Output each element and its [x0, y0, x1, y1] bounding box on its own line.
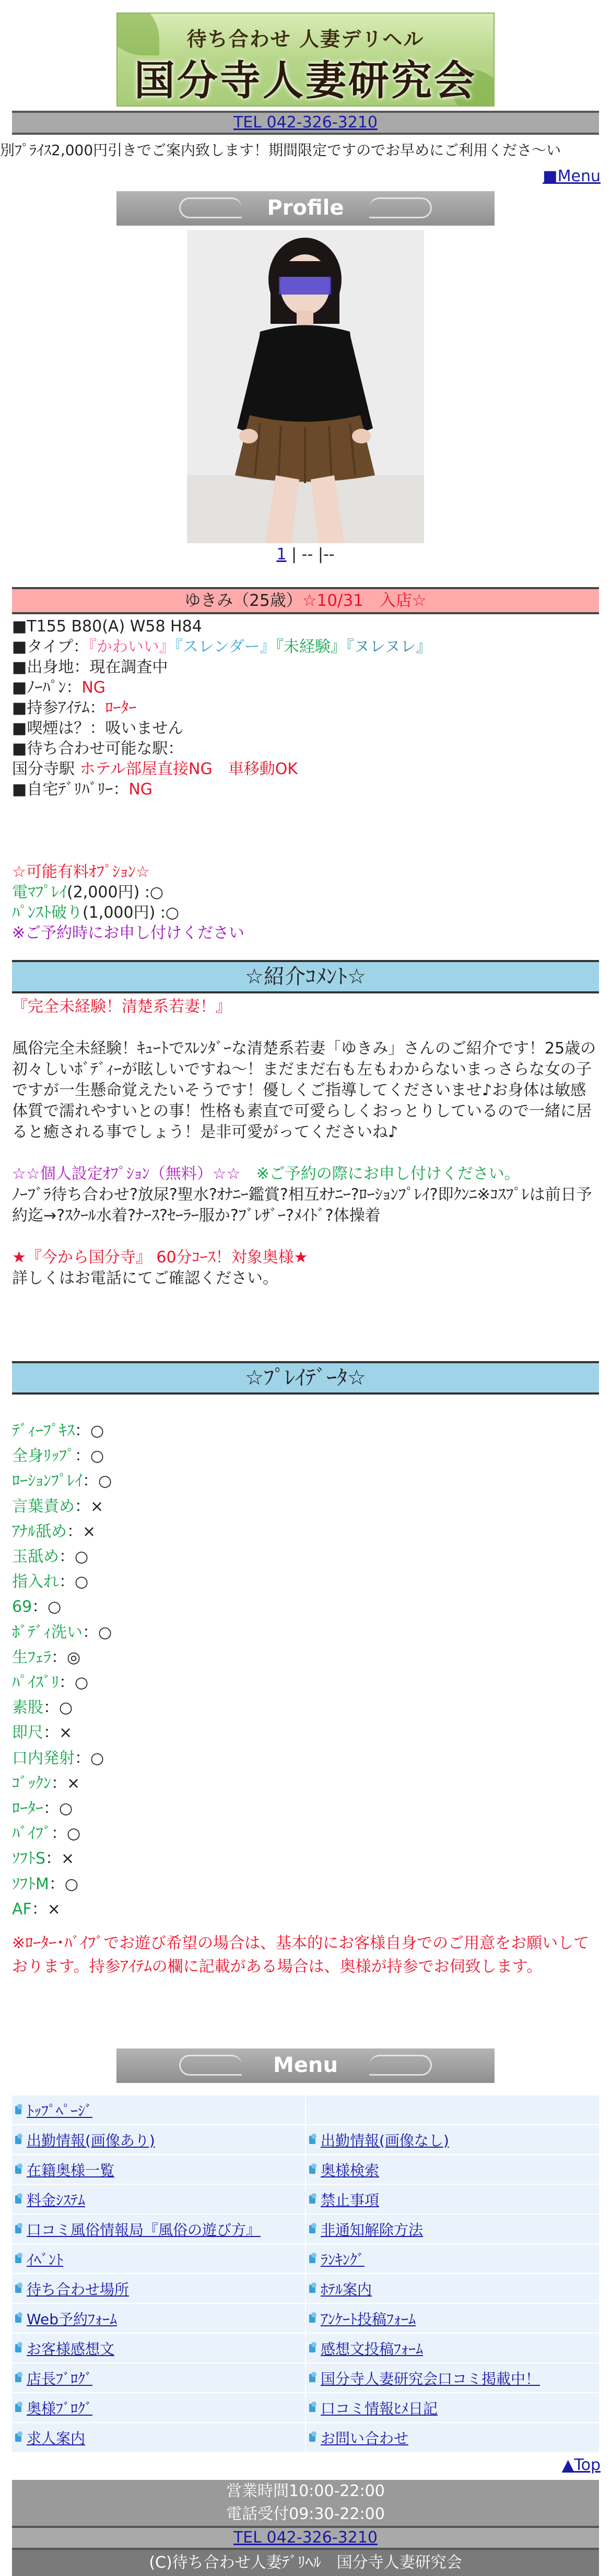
play-data-item	[12, 1620, 599, 1645]
menu-link[interactable]: 待ち合わせ場所	[27, 2280, 130, 2298]
menu-header	[116, 2048, 495, 2083]
menu-bullet-icon	[309, 2165, 315, 2174]
play-item-value: ：○	[51, 1824, 81, 1843]
play-data-list	[12, 1419, 599, 1922]
logo-title: 国分寺人妻研究会	[134, 57, 477, 104]
play-item-value: ：○	[83, 1623, 112, 1642]
menu-link[interactable]: ﾗﾝｷﾝｸﾞ	[321, 2251, 365, 2268]
play-item-name: ｿﾌﾄS	[12, 1849, 46, 1868]
menu-link[interactable]: お客様感想文	[27, 2340, 115, 2358]
pager-rest: | -- |--	[291, 545, 335, 564]
menu-link[interactable]: 奥様検索	[321, 2161, 380, 2179]
campaign: ★『今から国分寺』 60分ｺｰｽ！対象奥様★	[12, 1248, 308, 1267]
menu-bullet-icon	[15, 2195, 21, 2204]
play-item-name: ﾛｰﾀｰ	[12, 1799, 43, 1818]
option-name: 電ﾏﾌﾟﾚｲ	[12, 883, 67, 901]
play-data-item	[12, 1821, 599, 1846]
option-price: (1,000円) :○	[83, 904, 180, 922]
play-item-value: ：○	[75, 1422, 104, 1440]
play-data-header: ☆ﾌﾟﾚｲﾃﾞｰﾀ☆	[12, 1361, 599, 1395]
meet-ng: ホテル部屋直接NG 車移動OK	[79, 760, 298, 778]
play-item-name: 素股	[12, 1699, 43, 1717]
type-wet: 『ヌレヌレ』	[346, 638, 432, 656]
play-item-value: ：×	[45, 1849, 75, 1868]
play-item-name: 69	[12, 1598, 32, 1617]
play-data-item	[12, 1469, 599, 1494]
menu-bullet-icon	[15, 2225, 21, 2233]
play-item-value: ：×	[75, 1497, 104, 1516]
menu-bullet-icon	[309, 2255, 315, 2263]
menu-cell	[306, 2125, 599, 2154]
option-name: ﾊﾟﾝｽﾄ破り	[12, 904, 83, 922]
play-item-value: ：○	[49, 1875, 79, 1893]
free-options-row	[12, 1164, 599, 1185]
menu-title: Menu	[273, 2053, 338, 2077]
menu-anchor-link[interactable]: ■Menu	[543, 167, 601, 185]
play-item-value: ：○	[59, 1673, 89, 1692]
meet-station: 国分寺駅	[12, 760, 75, 778]
menu-row	[12, 2363, 599, 2392]
play-data-item	[12, 1746, 599, 1771]
play-item-name: 口内発射	[12, 1749, 75, 1767]
tel-bar-bottom	[12, 2526, 599, 2550]
menu-cell	[306, 2393, 599, 2422]
play-data-item	[12, 1670, 599, 1695]
intro-body: 風俗完全未経験！ｷｭｰﾄでｽﾚﾝﾀﾞｰな清楚系若妻「ゆきみ」さんのご紹介です！25歳の初々しいﾎﾞﾃﾞｨｰが眩しいですね〜！まだまだ右も左もわからないまっさらな女の子ですが一生懸命覚えたいそうです！優しくご指導してくださいませ♪お身体は敏感体質で濡れやすいとの事！性格も素直で可愛らしくおっとりしているので一緒に居ると癒される事でしょう！是非可愛がってくださいね♪	[12, 1039, 596, 1141]
play-item-value: ：×	[67, 1522, 96, 1541]
profile-title: Profile	[267, 196, 344, 220]
menu-row	[12, 2155, 599, 2184]
play-item-name: 指入れ	[12, 1573, 59, 1591]
type-slender: 『スレンダー』	[174, 638, 276, 656]
play-data-item	[12, 1595, 599, 1620]
menu-grid	[12, 2095, 599, 2453]
menu-link[interactable]: 口コミ情報ﾋﾒ日記	[321, 2399, 438, 2417]
menu-link[interactable]: 料金ｼｽﾃﾑ	[27, 2191, 86, 2209]
menu-cell	[12, 2363, 305, 2392]
menu-row	[12, 2423, 599, 2452]
play-data-item	[12, 1771, 599, 1796]
menu-link[interactable]: 求人案内	[27, 2429, 86, 2447]
menu-row	[12, 2304, 599, 2333]
menu-cell	[306, 2095, 599, 2124]
options-note: ※ご予約時にお申し付けください	[12, 924, 245, 942]
photo-page-link[interactable]: 1	[276, 545, 287, 564]
menu-row	[12, 2334, 599, 2362]
profile-details	[12, 616, 599, 800]
menu-cell	[306, 2274, 599, 2303]
menu-row	[12, 2393, 599, 2422]
item-label: ■持参ｱｲﾃﾑ：	[12, 699, 105, 717]
tel-link[interactable]: TEL 042-326-3210	[233, 113, 378, 132]
play-item-value: ：○	[83, 1472, 112, 1491]
menu-link[interactable]: 非通知解除方法	[321, 2221, 424, 2239]
play-item-value: ：◎	[51, 1648, 81, 1667]
menu-bullet-icon	[15, 2314, 21, 2323]
home-label: ■自宅ﾃﾞﾘﾊﾞﾘｰ：	[12, 780, 129, 799]
menu-bullet-icon	[309, 2195, 315, 2204]
play-data-item	[12, 1695, 599, 1720]
play-item-value: ：×	[43, 1724, 73, 1742]
play-item-name: 即尺	[12, 1724, 43, 1742]
play-data-item	[12, 1846, 599, 1871]
menu-cell	[306, 2185, 599, 2214]
menu-bullet-icon	[15, 2344, 21, 2352]
menu-link[interactable]: 禁止事項	[321, 2191, 380, 2209]
play-item-name: AF	[12, 1900, 32, 1918]
menu-link[interactable]: 店長ﾌﾞﾛｸﾞ	[27, 2370, 93, 2387]
home-row	[12, 779, 599, 800]
play-data-item	[12, 1796, 599, 1821]
site-logo[interactable]	[116, 13, 495, 107]
nopan-row	[12, 677, 599, 698]
menu-cell	[306, 2423, 599, 2452]
play-data-item	[12, 1444, 599, 1469]
birthplace: ■出身地：現在調査中	[12, 658, 168, 676]
play-item-value: ：○	[75, 1749, 104, 1767]
menu-link[interactable]: 口コミ風俗情報局『風俗の遊び方』	[27, 2221, 261, 2239]
play-data-item	[12, 1570, 599, 1595]
intro-headline: 『完全未経験！清楚系若妻！』	[12, 998, 231, 1016]
item-row	[12, 698, 599, 718]
play-item-name: 生ﾌｪﾗ	[12, 1648, 51, 1667]
option-item	[12, 882, 599, 903]
nopan-label: ■ﾉｰﾊﾟﾝ：	[12, 678, 82, 697]
play-item-value: ：○	[43, 1799, 73, 1818]
menu-cell	[12, 2095, 305, 2124]
menu-bullet-icon	[309, 2404, 315, 2412]
play-item-value: ：○	[59, 1573, 89, 1591]
menu-link[interactable]: Web予約ﾌｫｰﾑ	[27, 2310, 118, 2328]
play-item-name: ﾃﾞｨｰﾌﾟｷｽ	[12, 1422, 75, 1440]
play-item-name: ｱﾅﾙ舐め	[12, 1522, 67, 1541]
play-item-name: ｿﾌﾄM	[12, 1875, 49, 1893]
profile-name-age: ゆきみ（25歳）	[184, 591, 302, 610]
menu-bullet-icon	[309, 2136, 315, 2144]
intro-header: ☆紹介ｺﾒﾝﾄ☆	[12, 960, 599, 993]
play-data-item	[12, 1872, 599, 1897]
type-row	[12, 637, 599, 657]
body-size: ■T155 B80(A) W58 H84	[12, 617, 202, 636]
play-data-note: ※ﾛｰﾀｰ･ﾊﾞｲﾌﾞでお遊び希望の場合は、基本的にお客様自身でのご用意をお願いしております。持参ｱｲﾃﾑの欄に記載がある場合は、奥様が持参でお伺致します。	[12, 1934, 590, 1976]
menu-cell	[12, 2244, 305, 2273]
menu-cell	[306, 2363, 599, 2392]
option-item	[12, 903, 599, 923]
menu-cell	[12, 2334, 305, 2362]
menu-bullet-icon	[309, 2374, 315, 2382]
menu-link[interactable]: ﾎﾃﾙ案内	[321, 2280, 372, 2298]
play-data-item	[12, 1494, 599, 1519]
ornament-icon	[369, 197, 432, 218]
play-item-name: ﾊﾟｲｽﾞﾘ	[12, 1673, 59, 1692]
tel-link-footer[interactable]: TEL 042-326-3210	[233, 2528, 378, 2547]
meet-label: ■待ち合わせ可能な駅：	[12, 740, 184, 758]
play-data-item	[12, 1519, 599, 1544]
ornament-icon	[179, 2055, 242, 2076]
profile-namebar	[12, 587, 599, 614]
intro-section	[12, 997, 599, 1289]
play-item-value: ：○	[75, 1447, 104, 1466]
ornament-icon	[179, 197, 242, 218]
menu-cell	[12, 2274, 305, 2303]
play-item-name: 全身ﾘｯﾌﾟ	[12, 1447, 75, 1466]
menu-bullet-icon	[15, 2136, 21, 2144]
business-hours	[12, 2480, 599, 2527]
menu-cell	[12, 2155, 305, 2184]
menu-link[interactable]: ｱﾝｹｰﾄ投稿ﾌｫｰﾑ	[321, 2310, 416, 2328]
news-marquee: 別ﾌﾟﾗｲｽ2,000円引きでご案内致します！期間限定ですのでお早めにご利用くださ〜い	[0, 142, 561, 159]
meet-row	[12, 759, 599, 779]
option-price: (2,000円) :○	[67, 883, 164, 901]
item-value: ﾛｰﾀｰ	[105, 699, 137, 717]
menu-bullet-icon	[15, 2404, 21, 2412]
nopan-value: NG	[81, 678, 106, 697]
menu-bullet-icon	[15, 2106, 21, 2114]
menu-link[interactable]: ﾄｯﾌﾟﾍﾟｰｼﾞ	[27, 2102, 93, 2120]
menu-bullet-icon	[309, 2433, 315, 2442]
menu-bullet-icon	[15, 2165, 21, 2174]
menu-cell	[12, 2393, 305, 2422]
menu-link[interactable]: 在籍奥様一覧	[27, 2161, 115, 2179]
play-item-value: ：○	[59, 1548, 89, 1566]
hours: 営業時間10:00-22:00	[226, 2482, 385, 2500]
reception-hours: 電話受付09:30-22:00	[226, 2505, 385, 2523]
play-data-item	[12, 1720, 599, 1746]
free-options-body: ﾉｰﾌﾞﾗ待ち合わせ?放尿?聖水?ｵﾅﾆｰ鑑賞?相互ｵﾅﾆｰ?ﾛｰｼｮﾝﾌﾟﾚｲ?即ｸﾝﾆ※ｺｽﾌﾟﾚは前日予約迄→?ｽｸｰﾙ水着?ﾅｰｽ?ｾｰﾗｰ服か?ﾌﾞﾚｻﾞｰ?ﾒｲﾄﾞ?体操着	[12, 1186, 592, 1225]
free-options-title: ☆☆個人設定ｵﾌﾟｼｮﾝ（無料）☆☆	[12, 1165, 241, 1183]
type-label: ■タイプ：	[12, 638, 89, 656]
ornament-icon	[369, 2055, 432, 2076]
menu-bullet-icon	[309, 2314, 315, 2323]
menu-cell	[12, 2304, 305, 2333]
play-data-item	[12, 1419, 599, 1444]
play-item-name: 玉舐め	[12, 1548, 59, 1566]
options-title: ☆可能有料ｵﾌﾟｼｮﾝ☆	[12, 863, 150, 881]
menu-row	[12, 2125, 599, 2154]
menu-link[interactable]: 国分寺人妻研究会口コミ掲載中！	[321, 2370, 540, 2387]
menu-link[interactable]: 奥様ﾌﾞﾛｸﾞ	[27, 2399, 93, 2417]
play-item-name: ｺﾞｯｸﾝ	[12, 1774, 51, 1793]
menu-row	[12, 2095, 599, 2124]
photo-pager	[0, 545, 611, 564]
copyright: (C)待ち合わせ人妻ﾃﾞﾘﾍﾙ 国分寺人妻研究会	[12, 2550, 599, 2576]
menu-cell	[12, 2125, 305, 2154]
play-data-item	[12, 1897, 599, 1922]
join-date: ☆10/31 入店☆	[302, 591, 427, 610]
play-item-name: ﾛｰｼｮﾝﾌﾟﾚｲ	[12, 1472, 83, 1491]
play-data-item	[12, 1645, 599, 1670]
free-options-note: ※ご予約の際にお申し付けください。	[256, 1165, 520, 1183]
menu-cell	[306, 2244, 599, 2273]
menu-link[interactable]: ｲﾍﾞﾝﾄ	[27, 2251, 64, 2268]
profile-photo[interactable]	[187, 230, 424, 543]
menu-link[interactable]: お問い合わせ	[321, 2429, 409, 2447]
menu-bullet-icon	[15, 2285, 21, 2293]
profile-header	[116, 191, 495, 226]
type-inexperienced: 『未経験』	[275, 638, 346, 656]
menu-bullet-icon	[15, 2433, 21, 2442]
play-item-name: 言葉責め	[12, 1497, 75, 1516]
campaign-note: 詳しくはお電話にてご確認ください。	[12, 1269, 278, 1287]
menu-cell	[306, 2155, 599, 2184]
play-data-item	[12, 1544, 599, 1570]
menu-bullet-icon	[309, 2225, 315, 2233]
menu-bullet-icon	[15, 2255, 21, 2263]
menu-link[interactable]: 感想文投稿ﾌｫｰﾑ	[321, 2340, 424, 2358]
play-item-value: ：○	[43, 1699, 73, 1717]
menu-cell	[12, 2423, 305, 2452]
home-value: NG	[128, 780, 153, 799]
play-item-name: ﾎﾞﾃﾞｨ洗い	[12, 1623, 83, 1642]
menu-bullet-icon	[309, 2285, 315, 2293]
menu-row	[12, 2185, 599, 2214]
play-item-value: ：○	[32, 1598, 62, 1617]
menu-cell	[12, 2185, 305, 2214]
menu-bullet-icon	[15, 2374, 21, 2382]
menu-link[interactable]: 出勤情報(画像あり)	[27, 2132, 155, 2149]
menu-row	[12, 2244, 599, 2273]
logo-subtitle: 待ち合わせ 人妻デリヘル	[186, 28, 425, 51]
type-cute: 『かわいい』	[88, 638, 175, 656]
menu-cell	[306, 2215, 599, 2243]
tel-bar-top	[12, 111, 599, 135]
menu-bullet-icon	[309, 2344, 315, 2352]
smoking: ■喫煙は？：吸いません	[12, 719, 184, 737]
menu-cell	[306, 2304, 599, 2333]
menu-row	[12, 2274, 599, 2303]
back-to-top-link[interactable]: ▲Top	[562, 2456, 601, 2474]
menu-cell	[12, 2215, 305, 2243]
play-item-value: ：×	[51, 1774, 80, 1793]
menu-row	[12, 2215, 599, 2243]
menu-cell	[306, 2334, 599, 2362]
woman-photo-illustration	[187, 230, 424, 543]
menu-link[interactable]: 出勤情報(画像なし)	[321, 2132, 449, 2149]
play-item-value: ：×	[31, 1900, 61, 1918]
paid-options	[12, 862, 599, 943]
play-item-name: ﾊﾞｲﾌﾞ	[12, 1824, 51, 1843]
